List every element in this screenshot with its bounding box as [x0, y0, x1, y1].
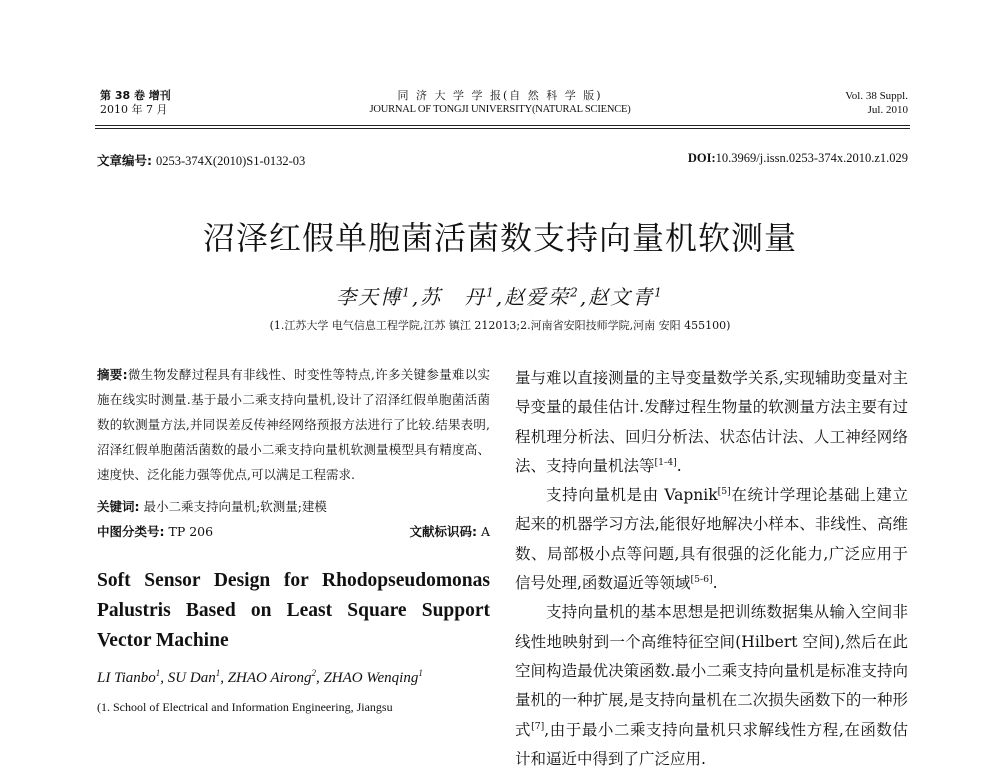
article-number-label: 文章编号: [97, 153, 152, 168]
article-number [97, 151, 305, 169]
author-separator: , [495, 285, 505, 309]
clc-label: 中图分类号: [97, 524, 165, 539]
left-column [97, 362, 490, 718]
author-en: LI Tianbo [97, 670, 156, 686]
body-text: 支持向量机的基本思想是把训练数据集从输入空间非线性地映射到一个高维特征空间(Hilbert 空间),然后在此空间构造最优决策函数.最小二乘支持向量机是标准支持向量机的一种扩展,是支持向量机在二次损失函数下的一种形式 [515, 603, 908, 739]
doc-code-value: A [480, 524, 490, 539]
author-en-affil: 1 [155, 668, 161, 678]
author-cn-affil: 2 [570, 285, 580, 300]
abstract-text: 微生物发酵过程具有非线性、时变性等特点,许多关键参量难以实施在线实时测量.基于最小二乘支持向量机,设计了沼泽红假单胞菌活菌数的软测量方法,并同误差反传神经网络预报方法进行了比较.结果表明,沼泽红假单胞菌活菌数的最小二乘支持向量机软测量模型具有精度高、速度快、泛化能力强等优点,可以满足工程需求. [97, 367, 491, 482]
author-en-affil: 1 [418, 668, 423, 678]
journal-date-en: Jul. 2010 [867, 104, 908, 116]
keywords-cn [97, 494, 490, 519]
body-text: . [712, 574, 718, 593]
author-en-affil: 1 [215, 668, 221, 678]
body-text: 量与难以直接测量的主导变量数学关系,实现辅助变量对主导变量的最佳估计.发酵过程生物量的软测量方法主要有过程机理分析法、回归分析法、状态估计法、人工神经网络法、支持向量机法等 [515, 369, 908, 475]
affiliation-en: (1. School of Electrical and Information Engineering, Jiangsu [97, 700, 393, 714]
author-separator: , [220, 670, 228, 686]
authors-cn [0, 281, 1000, 310]
doi-value: 10.3969/j.issn.0253-374x.2010.z1.029 [715, 151, 908, 165]
abstract-cn [97, 362, 490, 487]
keywords-text: 最小二乘支持向量机;软测量;建模 [143, 499, 327, 514]
author-cn: 赵爱荣 [504, 285, 571, 309]
author-en: ZHAO Airong [227, 670, 312, 686]
author-cn-affil: 1 [402, 285, 412, 300]
journal-volume-en-block [845, 89, 908, 117]
author-cn: 赵文青 [588, 285, 655, 309]
body-paragraph [515, 598, 908, 774]
body-text: 在统计学理论基础上建立起来的机器学习方法,能很好地解决小样本、非线性、高维数、局部极小点等问题,具有很强的泛化能力,广泛应用于信号处理,函数逼近等领域 [515, 486, 908, 593]
author-separator: , [579, 285, 589, 309]
right-column [515, 364, 908, 774]
doi-label: DOI: [687, 151, 716, 165]
author-en: SU Dan [167, 670, 216, 686]
affiliation-cn: (1.江苏大学 电气信息工程学院,江苏 镇江 212013;2.河南省安阳技师学院,河南 安阳 455100) [269, 319, 731, 332]
classification-line [97, 519, 490, 544]
author-cn: 李天博 [336, 285, 403, 309]
body-text: . [676, 456, 682, 475]
journal-volume-cn: 第 38 卷 增刊 [100, 89, 171, 102]
doi [688, 151, 908, 166]
journal-date-cn: 2010 年 7 月 [100, 103, 168, 116]
citation: [5-6] [690, 573, 713, 585]
author-en-affil: 2 [311, 668, 316, 678]
journal-name-block [300, 89, 700, 117]
journal-volume-en: Vol. 38 Suppl. [845, 90, 908, 102]
author-cn-affil: 1 [486, 285, 496, 300]
author-separator: , [315, 670, 324, 686]
author-separator: , [411, 285, 421, 309]
paper-title-cn: 沼泽红假单胞菌活菌数支持向量机软测量 [202, 219, 797, 257]
journal-volume-cn-block [100, 89, 171, 117]
body-paragraph [515, 481, 908, 598]
header-rule-thick [95, 125, 910, 126]
citation: [1-4] [654, 456, 677, 468]
header-rule-thin [95, 128, 910, 129]
body-text: 支持向量机是由 Vapnik [546, 486, 718, 505]
journal-name-cn: 同 济 大 学 学 报(自 然 科 学 版) [397, 89, 603, 102]
article-number-value: 0253-374X(2010)S1-0132-03 [155, 154, 306, 168]
clc-value: TP 206 [168, 524, 214, 539]
author-en: ZHAO Wenqing [323, 670, 419, 686]
body-paragraph [515, 364, 908, 481]
citation: [5] [717, 486, 731, 498]
doc-code [409, 519, 490, 544]
citation: [7] [531, 720, 545, 732]
author-cn-affil: 1 [654, 285, 664, 300]
paper-title-en: Soft Sensor Design for Rhodopseudomonas Palustris Based on Least Square Support Vector Machine [97, 570, 490, 651]
author-separator: , [160, 670, 168, 686]
journal-name-en: JOURNAL OF TONGJI UNIVERSITY(NATURAL SCIENCE) [369, 104, 631, 115]
clc-number [97, 519, 213, 544]
abstract-label: 摘要: [97, 367, 128, 382]
author-cn: 苏 丹 [420, 285, 487, 309]
doc-code-label: 文献标识码: [409, 524, 477, 539]
body-text: ,由于最小二乘支持向量机只求解线性方程,在函数估计和逼近中得到了广泛应用. [515, 720, 908, 768]
keywords-label: 关键词: [97, 499, 140, 514]
authors-en [97, 670, 490, 687]
